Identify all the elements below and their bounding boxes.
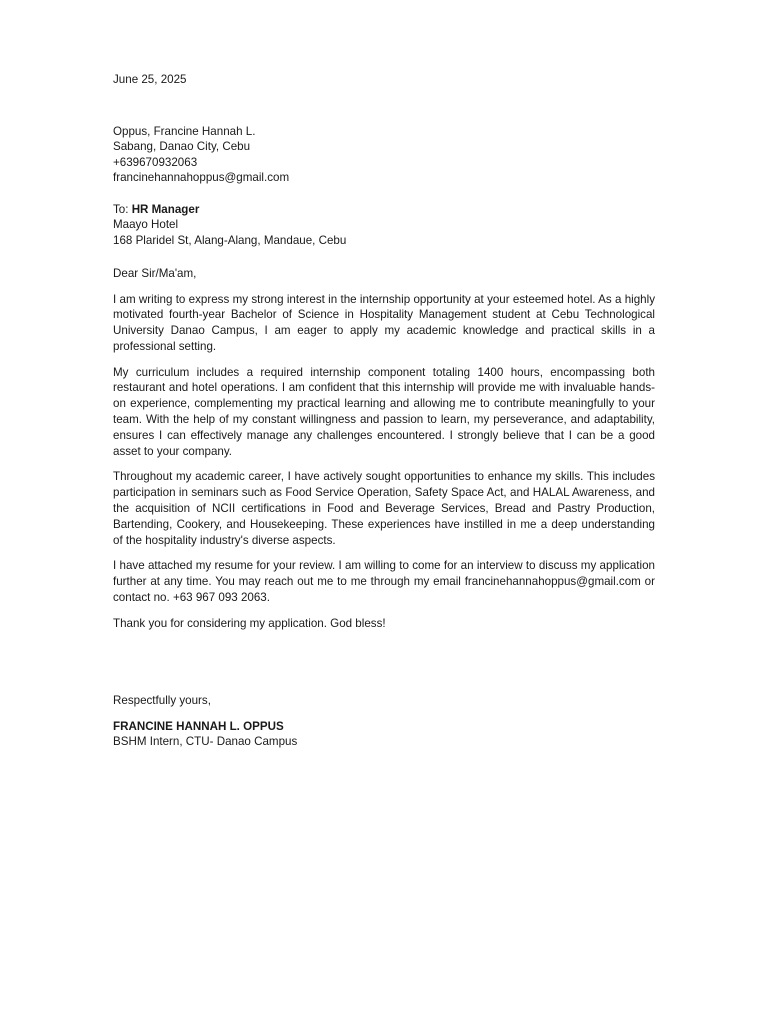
sender-name: Oppus, Francine Hannah L.	[113, 124, 256, 138]
recipient-title-line	[113, 202, 655, 218]
closing-line: Respectfully yours,	[113, 694, 211, 708]
recipient-block	[113, 202, 655, 249]
salutation: Dear Sir/Ma'am,	[113, 267, 197, 280]
recipient-address: 168 Plaridel St, Alang-Alang, Mandaue, Cebu	[113, 233, 347, 247]
body-paragraph-4: I have attached my resume for your review. I am willing to come for an interview to discuss my application further at any time. You may reach out me to me through my email francinehannahoppus@gmail.com or contact no. +63 967 093 2063.	[113, 559, 655, 605]
sender-email: francinehannahoppus@gmail.com	[113, 171, 290, 184]
letter-page	[113, 72, 655, 750]
signature-name: FRANCINE HANNAH L. OPPUS	[113, 719, 284, 733]
recipient-company: Maayo Hotel	[113, 218, 179, 231]
body-paragraph-2: My curriculum includes a required internship component totaling 1400 hours, encompassing both restaurant and hotel operations. I am confident that this internship will provide me with invaluable hands-on experience, complementing my practical learning and allowing me to contribute meaningfully to your team. With the help of my constant willingness and passion to learn, my perseverance, and adaptability, ensures I can effectively manage any challenges encountered. I strongly believe that I can be a good asset to your company.	[113, 365, 655, 458]
signature-block	[113, 719, 655, 750]
body-paragraph-3: Throughout my academic career, I have actively sought opportunities to enhance my skills. This includes participation in seminars such as Food Service Operation, Safety Space Act, and HALAL Awareness, and the acquisition of NCII certifications in Food and Beverage Services, Bread and Pastry Production, Bartending, Cookery, and Housekeeping. These experiences have instilled in me a deep understanding of the hospitality industry's diverse aspects.	[113, 470, 655, 547]
body-paragraph-1: I am writing to express my strong interest in the internship opportunity at your esteemed hotel. As a highly motivated fourth-year Bachelor of Science in Hospitality Management student at Cebu Technological University Danao Campus, I am eager to apply my academic knowledge and practical skills in a professional setting.	[113, 292, 655, 353]
sender-address: Sabang, Danao City, Cebu	[113, 140, 251, 153]
recipient-to-label: To:	[113, 202, 132, 216]
thanks-line: Thank you for considering my application. God bless!	[113, 616, 386, 630]
signature-role: BSHM Intern, CTU- Danao Campus	[113, 735, 298, 749]
sender-phone: +639670932063	[113, 155, 198, 169]
sender-block	[113, 124, 655, 186]
letter-date: June 25, 2025	[113, 73, 187, 86]
recipient-title: HR Manager	[131, 202, 200, 216]
